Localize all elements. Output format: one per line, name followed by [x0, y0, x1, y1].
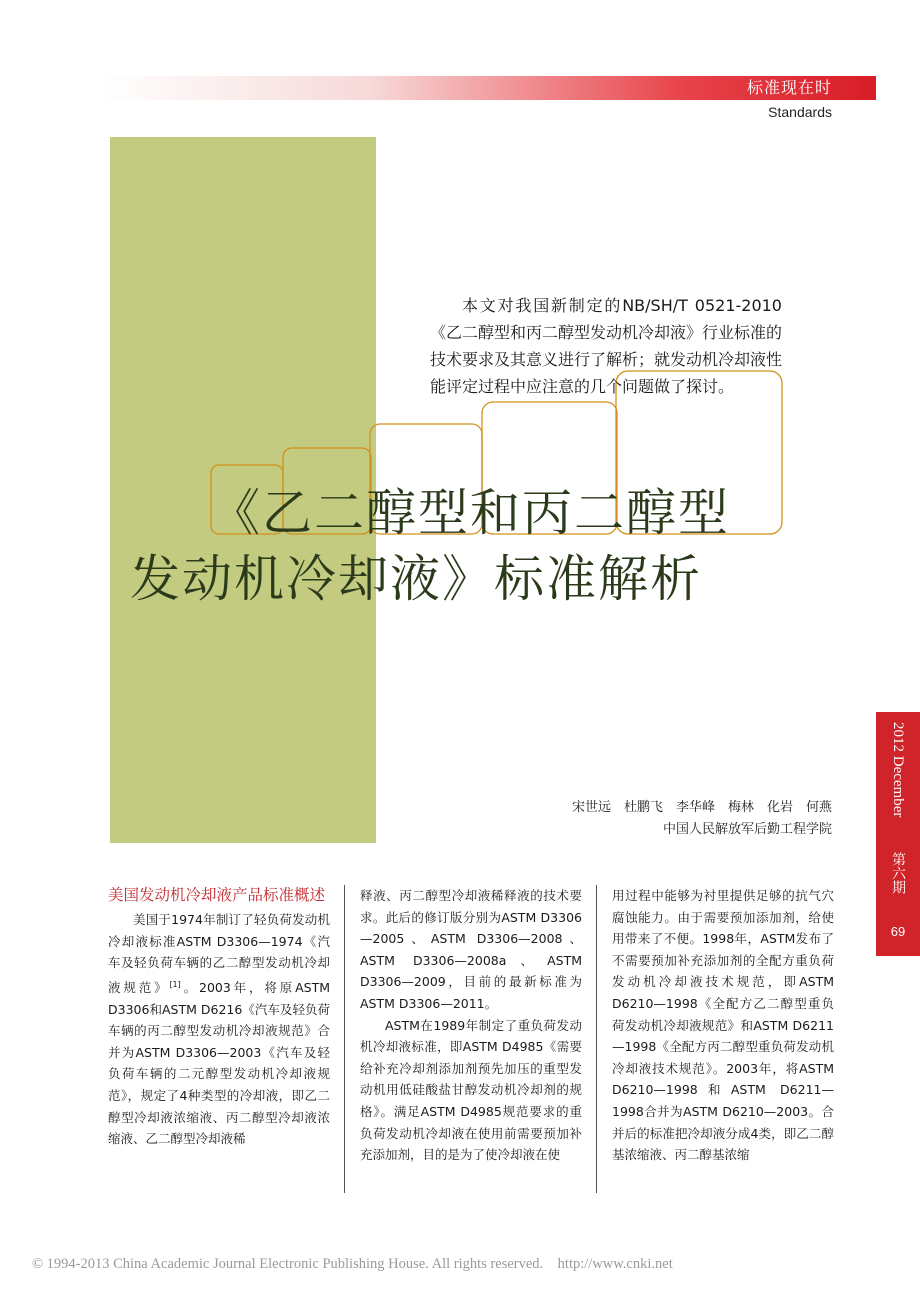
body-column-1 [108, 885, 330, 1150]
page-number: 69 [890, 924, 906, 939]
column-divider [596, 885, 597, 1193]
article-title [130, 480, 830, 612]
abstract: 本文对我国新制定的NB/SH/T 0521-2010《乙二醇型和丙二醇型发动机冷却液》行业标准的技术要求及其意义进行了解析；就发动机冷却液性能评定过程中应注意的几个问题做了探讨。 [430, 296, 783, 396]
affiliation: 中国人民解放军后勤工程学院 [662, 822, 832, 837]
paragraph-text: 美国于1974年制订了轻负荷发动机冷却液标准ASTM D3306—1974《汽车及轻负荷车辆的乙二醇型发动机冷却液规范》 [108, 912, 330, 995]
paragraph [108, 909, 330, 1150]
issue-number: 第六期 [890, 852, 906, 894]
section-heading: 美国发动机冷却液产品标准概述 [108, 886, 326, 904]
column-divider [344, 885, 345, 1193]
copyright-footer: © 1994-2013 China Academic Journal Electronic Publishing House. All rights reserved. http://www.cnki.net [32, 1256, 673, 1272]
section-title: 标准现在时 [746, 78, 832, 97]
citation-ref: [1] [169, 979, 181, 989]
paragraph: 用过程中能够为衬里提供足够的抗气穴腐蚀能力。由于需要预加添加剂，给使用带来了不便。1998年，ASTM发布了不需要预加补充添加剂的全配方重负荷发动机冷却液技术规范，即ASTM D6210—1998《全配方乙二醇型重负荷发动机冷却液规范》和ASTM D6211—1998《全配方丙二醇型重负荷发动机冷却液技术规范》。2003年，将ASTM D6210—1998和ASTM D6211—1998合并为ASTM D6210—2003。合并后的标准把冷却液分成4类，即乙二醇基浓缩液、丙二醇基浓缩 [612, 888, 834, 1163]
body-column-3 [612, 885, 834, 1166]
authors: 宋世远 杜鹏飞 李华峰 梅林 化岩 何燕 [571, 800, 832, 815]
title-line-2: 发动机冷却液》标准解析 [130, 550, 702, 608]
issue-date: 2012 December [890, 722, 906, 818]
body-column-2 [360, 885, 582, 1166]
issue-side-tab [876, 712, 920, 956]
paragraph-text-cont: 。2003年，将原ASTM D3306和ASTM D6216《汽车及轻负荷车辆的丙二醇型发动机冷却液规范》合并为ASTM D3306—2003《汽车及轻负荷车辆的二元醇型发动机冷却液规范》，规定了4种类型的冷却液，即乙二醇型冷却液浓缩液、丙二醇型冷却液浓缩液、乙二醇型冷却液稀 [108, 979, 330, 1147]
paragraph: ASTM在1989年制定了重负荷发动机冷却液标准，即ASTM D4985《需要给补充冷却剂添加剂预先加压的重型发动机用低硅酸盐甘醇发动机冷却剂的规格》。满足ASTM D4985规范要求的重负荷发动机冷却液在使用前需要预加补充添加剂，目的是为了使冷却液在使 [360, 1017, 582, 1163]
paragraph: 释液、丙二醇型冷却液稀释液的技术要求。此后的修订版分别为ASTM D3306—2005、ASTM D3306—2008、ASTM D3306—2008a、ASTM D3306—2009，目前的最新标准为ASTM D3306—2011。 [360, 888, 582, 1011]
title-line-1: 《乙二醇型和丙二醇型 [210, 484, 730, 542]
section-subtitle: Standards [768, 104, 832, 120]
